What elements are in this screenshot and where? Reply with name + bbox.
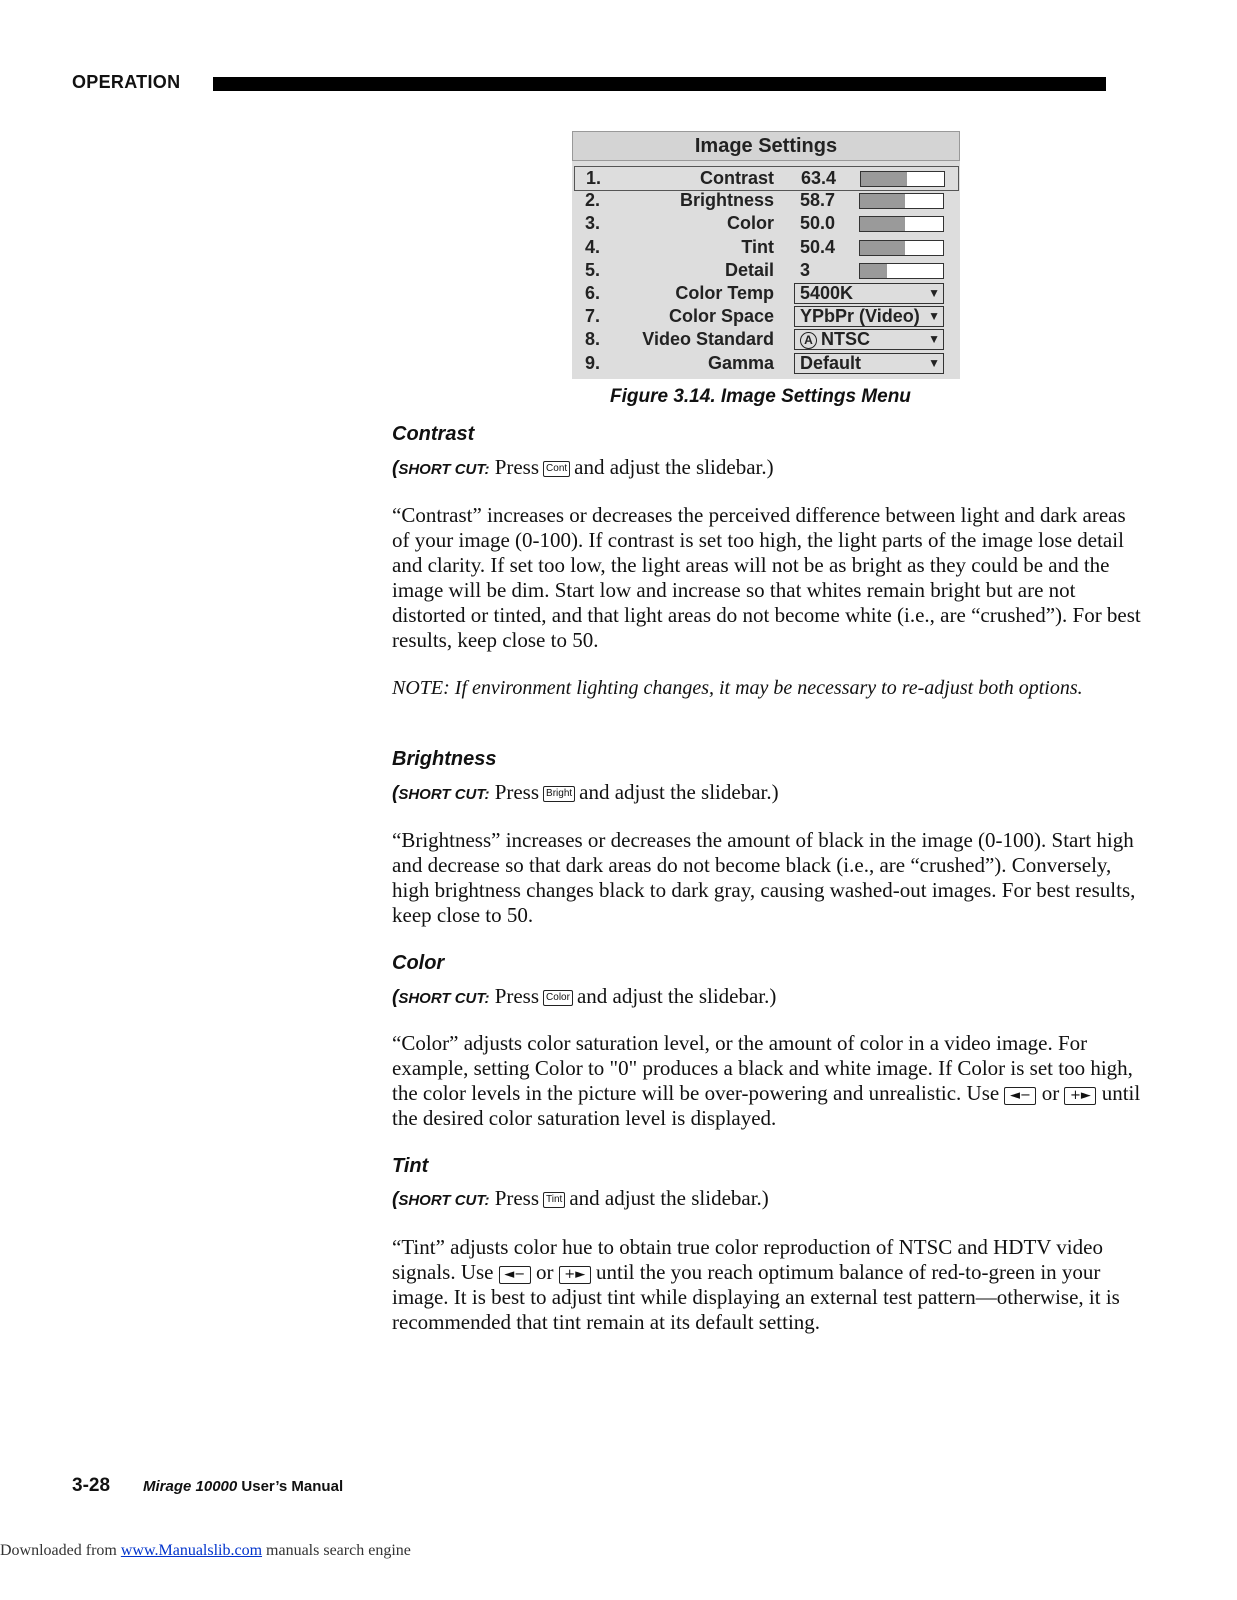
manualslib-link[interactable]: www.Manualslib.com [120,1542,263,1559]
menu-row[interactable] [574,305,958,328]
dropdown-arrow-icon: ▼ [928,332,940,347]
menu-row-label: Color Temp [675,283,774,303]
menu-dropdown[interactable] [794,306,944,327]
or-text: or [1041,1081,1060,1105]
menu-row[interactable] [574,328,958,351]
menu-row-value: 50.4 [800,236,836,257]
slidebar-fill [860,194,905,208]
tint-body-part2: until the you reach optimum balance of red-to-green in your image. It is best to adjust tint while displaying an external test pattern—otherwise, it is recommended that tint remain at its default setting. [392,1260,1120,1334]
shortcut-tint: (SHORT CUT: Press Tint and adjust the slidebar.) [392,1186,769,1210]
menu-row-number: 8. [585,329,601,350]
tint-body [392,1235,1142,1335]
contrast-body: “Contrast” increases or decreases the perceived difference between light and dark areas of your image (0-100). If contrast is set too high, the light parts of the image lose detail and clarity. If set too low, the light areas will not be as bright as they could be and the image will be dim. Start low and increase so that whites remain bright but are not distorted or tinted, and that light areas do not become white (i.e., are “crushed”). For best results, keep close to 50. [392,503,1141,652]
menu-row[interactable] [574,282,958,305]
section-title: OPERATION [72,72,181,92]
shortcut-label: SHORT CUT: [398,990,490,1007]
dropdown-value-wrap [800,353,861,374]
plus-key-icon: +► [559,1266,591,1284]
manual-title [143,1478,343,1495]
menu-row-label: Color Space [668,306,774,327]
dropdown-arrow-icon: ▼ [928,286,940,300]
or-text: or [536,1260,554,1284]
menu-row-value: 50.0 [800,213,836,234]
menu-row[interactable] [574,212,958,235]
auto-icon: A [800,332,817,349]
heading-contrast: Contrast [392,423,475,445]
menu-dropdown[interactable] [794,283,944,304]
dropdown-arrow-icon: ▼ [928,355,940,370]
shortcut-rest: and adjust the slidebar.) [579,780,779,804]
download-prefix: Downloaded from [0,1542,121,1559]
shortcut-rest: and adjust the slidebar.) [569,1186,769,1210]
slidebar[interactable] [859,216,944,232]
press-text: Press [494,455,540,479]
slidebar-fill [860,264,887,278]
shortcut-label: SHORT CUT: [398,461,490,478]
dropdown-value: YPbPr (Video) [800,306,920,327]
figure-caption: Figure 3.14. Image Settings Menu [610,386,911,407]
slidebar[interactable] [860,171,945,187]
dropdown-value-wrap [800,329,870,350]
shortcut-label: SHORT CUT: [398,1192,490,1209]
menu-row-label: Contrast [699,168,774,188]
dropdown-value-wrap [800,306,920,327]
slidebar[interactable] [859,263,944,279]
contrast-note: NOTE: If environment lighting changes, it may be necessary to re-adjust both options. [392,677,1083,699]
manual-name: Mirage 10000 [143,1478,238,1495]
menu-dropdown[interactable] [794,353,944,374]
menu-row-value: 58.7 [800,190,836,211]
image-settings-menu [572,131,960,379]
brightness-body: “Brightness” increases or decreases the amount of black in the image (0-100). Start high and decrease so that dark areas do not become black (i.e., are “crushed”). Conversely, high brightness changes black to dark gray, causing washed-out images. For best results, keep close to 50. [392,828,1136,927]
press-text: Press [494,984,540,1008]
menu-row[interactable] [574,166,959,191]
slidebar-fill [861,172,907,186]
color-body-part1: “Color” adjusts color saturation level, or the amount of color in a video image. For example, setting Color to "0" produces a black and white image. If Color is set too high, the color levels in the picture will be over-powering and unrealistic. Use [392,1031,1133,1105]
download-notice [0,1542,411,1560]
manual-suffix: User’s Manual [237,1478,344,1495]
menu-row[interactable] [574,259,958,282]
menu-row[interactable] [574,236,958,259]
menu-row-number: 1. [586,168,602,188]
menu-row-number: 5. [585,259,601,280]
heading-color: Color [392,952,445,974]
menu-title: Image Settings [572,131,960,161]
slidebar[interactable] [859,240,944,256]
press-text: Press [494,1186,540,1210]
download-suffix: manuals search engine [262,1542,411,1559]
menu-row-number: 9. [585,352,601,373]
slidebar-fill [860,241,905,255]
slidebar[interactable] [859,193,944,209]
menu-row-number: 4. [585,236,601,257]
shortcut-rest: and adjust the slidebar.) [576,984,777,1008]
menu-row-number: 7. [585,306,601,327]
press-text: Press [494,780,540,804]
menu-row-label: Detail [724,259,774,280]
dropdown-value-wrap [800,283,853,304]
color-body [392,1031,1142,1131]
menu-row-number: 6. [585,283,601,303]
menu-row-label: Color [727,213,774,234]
dropdown-value: NTSC [821,329,870,350]
shortcut-brightness: (SHORT CUT: Press Bright and adjust the slidebar.) [392,780,779,804]
cont-key-icon: Cont [543,461,570,477]
color-key-icon: Color [543,990,573,1006]
minus-key-icon: ◄− [499,1266,531,1284]
menu-dropdown[interactable] [794,329,944,350]
color-body-part2: until the desired color saturation level is displayed. [392,1081,1141,1130]
plus-key-icon: +► [1064,1087,1096,1105]
bright-key-icon: Bright [543,786,575,802]
dropdown-arrow-icon: ▼ [928,309,940,324]
dropdown-value: Default [800,352,862,373]
shortcut-label: SHORT CUT: [398,786,490,803]
menu-row-value: 63.4 [801,168,837,188]
menu-row-label: Brightness [679,190,774,211]
menu-row-label: Video Standard [642,329,774,350]
menu-row-label: Gamma [707,352,774,373]
tint-key-icon: Tint [543,1192,565,1208]
menu-row[interactable] [574,189,958,212]
page-number: 3-28 [72,1475,111,1496]
slidebar-fill [860,217,905,231]
shortcut-rest: and adjust the slidebar.) [574,455,774,479]
menu-row-number: 2. [585,190,601,211]
menu-row-value: 3 [800,259,811,280]
menu-row-number: 3. [585,213,601,234]
shortcut-contrast: (SHORT CUT: Press Cont and adjust the slidebar.) [392,455,774,479]
menu-row-label: Tint [741,236,774,257]
minus-key-icon: ◄− [1004,1087,1036,1105]
heading-brightness: Brightness [392,748,497,770]
shortcut-color: (SHORT CUT: Press Color and adjust the slidebar.) [392,984,777,1008]
header-rule [213,77,1106,91]
tint-body-part1: “Tint” adjusts color hue to obtain true color reproduction of NTSC and HDTV video signals. Use [392,1235,1103,1284]
heading-tint: Tint [392,1155,429,1177]
menu-row[interactable] [574,352,958,375]
dropdown-value: 5400K [800,283,854,303]
